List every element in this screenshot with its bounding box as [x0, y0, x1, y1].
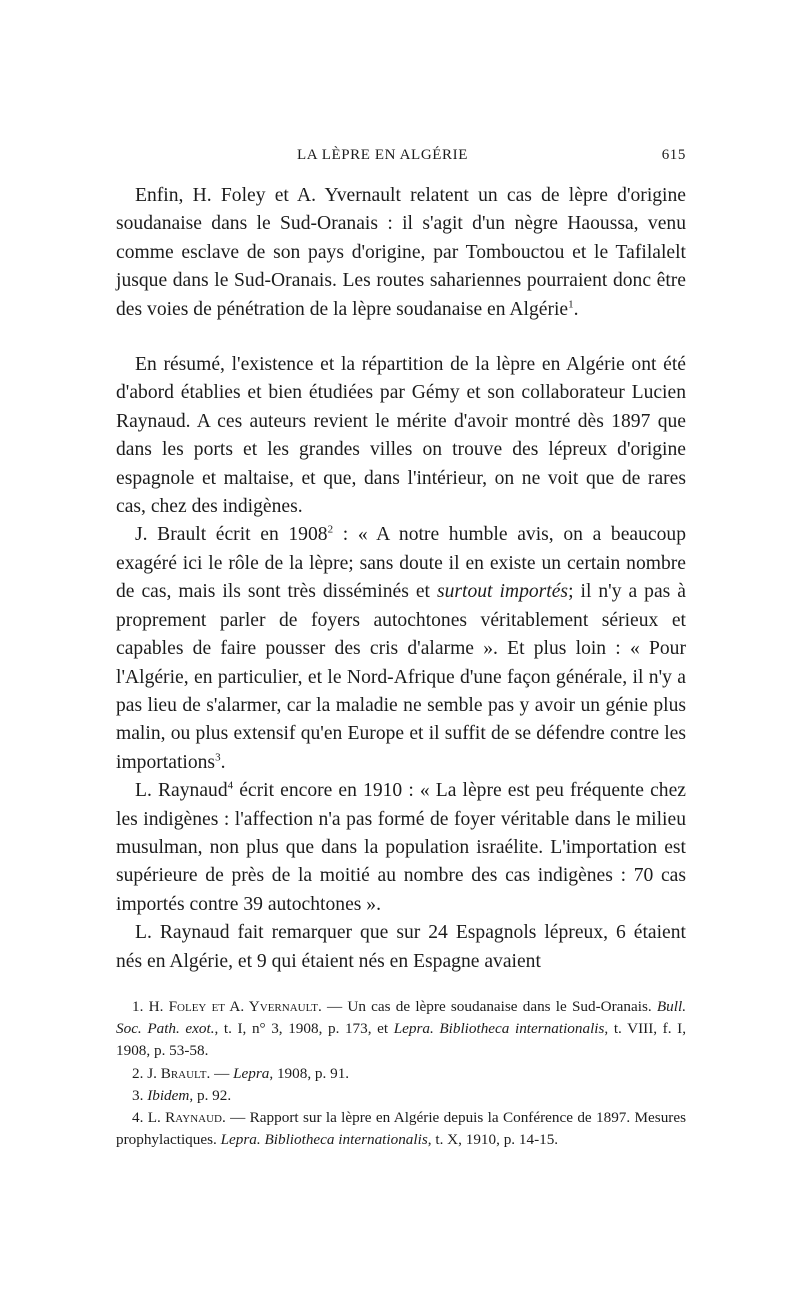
footnotes — [116, 996, 686, 1151]
paragraph: Enfin, H. Foley et A. Yvernault relatent un cas de lèpre d'origine soudanaise dans le Sud-Oranais : il s'agit d'un nègre Haoussa, venu comme esclave de son pays d'origine, par Tombouctou et le Tafilalelt jusque dans le Sud-Oranais. Les routes sahariennes pourraient donc être des voies de pénétration de la lèpre soudanaise en Algérie$^1$. — [116, 185, 686, 320]
footnote-ref: 4 — [227, 779, 234, 792]
paragraph: L. Raynaud$^4$ écrit encore en 1910 : « La lèpre est peu fréquente chez les indigènes : l'affection n'a pas formé de foyer véritable dans le milieu musulman, non plus que dans la population israélite. L'importation est supérieure de près de la moitié au nombre des cas indigènes : 70 cas importés contre 39 autochtones ». — [116, 779, 686, 915]
footnote-ref: 2 — [327, 523, 334, 536]
footnote-ref: 3 — [215, 751, 221, 764]
footnote: 3. Ibidem, p. 92. — [132, 1086, 232, 1104]
body-text — [116, 182, 686, 976]
page-header — [116, 147, 686, 169]
emphasis: surtout importés — [436, 581, 569, 603]
page-number: 615 — [661, 147, 686, 163]
footnote-ref: 1 — [568, 298, 574, 311]
footnote: 2. J. Brault. — Lepra, 1908, p. 91. — [132, 1064, 350, 1082]
footnote: 4. L. Raynaud. — Rapport sur la lèpre en Algérie depuis la Conférence de 1897. Mesures prophylactiques. Lepra. Bibliotheca internationalis, t. X, 1910, p. 14-15. — [116, 1109, 686, 1149]
running-title: LA LÈPRE EN ALGÉRIE — [297, 147, 468, 163]
paragraph: En résumé, l'existence et la répartition de la lèpre en Algérie ont été d'abord établies et bien étudiées par Gémy et son collaborateur Lucien Raynaud. A ces auteurs revient le mérite d'avoir montré dès 1897 que dans les ports et les grandes villes on trouve des lépreux d'origine espagnole et maltaise, et que, dans l'intérieur, on ne voit que de rares cas, chez des indigènes. — [116, 354, 686, 518]
paragraph: L. Raynaud fait remarquer que sur 24 Espagnols lépreux, 6 étaient nés en Algérie, et 9 qui étaient nés en Espagne avaient — [116, 922, 686, 972]
paragraph: J. Brault écrit en 1908$^2$ : « A notre humble avis, on a beaucoup exagéré ici le rôle de la lèpre; sans doute il en existe un certain nombre de cas, mais ils sont très disséminés et surtout importés; il n'y a pas à proprement parler de foyers autochtones véritablement sérieux et capables de faire pousser des cris d'alarme ». Et plus loin : « Pour l'Algérie, en particulier, et le Nord-Afrique d'une façon générale, il n'y a pas lieu de s'alarmer, car la maladie ne semble pas y avoir un génie plus malin, ou plus extensif qu'en Europe et il suffit de se défendre contre les importations$^3$. — [116, 523, 686, 773]
footnote: 1. H. Foley et A. Yvernault. — Un cas de lèpre soudanaise dans le Sud-Oranais. Bull. Soc. Path. exot., t. I, n° 3, 1908, p. 173, et Lepra. Bibliotheca internationalis, t. VIII, f. I, 1908, p. 53-58. — [116, 998, 686, 1060]
